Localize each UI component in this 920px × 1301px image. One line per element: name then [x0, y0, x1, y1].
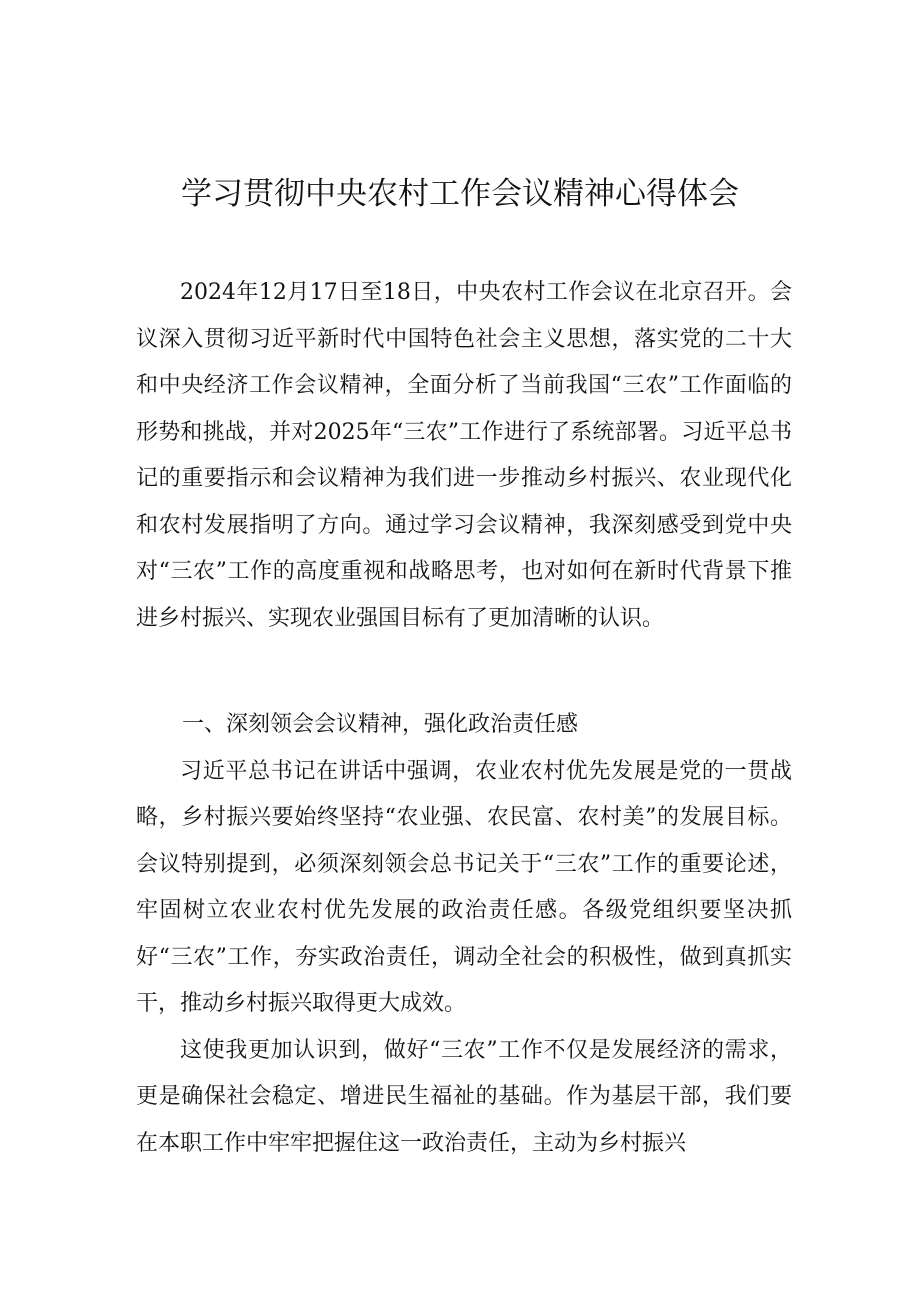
section-1-heading: 一、深刻领会会议精神，强化政治责任感: [182, 712, 579, 737]
section-1-paragraph-2: 这使我更加认识到，做好“三农”工作不仅是发展经济的需求，更是确保社会稳定、增进民生福祉的基础。作为基层干部，我们要在本职工作中牢牢把握住这一政治责任，主动为乡村振兴: [136, 1037, 792, 1156]
document-title: 学习贯彻中央农村工作会议精神心得体会: [181, 176, 739, 212]
intro-paragraph: 2024年12月17日至18日，中央农村工作会议在北京召开。会议深入贯彻习近平新时代中国特色社会主义思想，落实党的二十大和中央经济工作会议精神，全面分析了当前我国“三农”工作面临的形势和挑战，并对2025年“三农”工作进行了系统部署。习近平总书记的重要指示和会议精神为我们进一步推动乡村振兴、农业现代化和农村发展指明了方向。通过学习会议精神，我深刻感受到党中央对“三农”工作的高度重视和战略思考，也对如何在新时代背景下推进乡村振兴、实现农业强国目标有了更加清晰的认识。: [136, 280, 792, 631]
section-1: [136, 702, 792, 1167]
intro-section: [136, 270, 792, 642]
section-1-paragraph-1: 习近平总书记在讲话中强调，农业农村优先发展是党的一贯战略，乡村振兴要始终坚持“农业强、农民富、农村美”的发展目标。会议特别提到，必须深刻领会总书记关于“三农”工作的重要论述，牢固树立农业农村优先发展的政治责任感。各级党组织要坚决抓好“三农”工作，夯实政治责任，调动全社会的积极性，做到真抓实干，推动乡村振兴取得更大成效。: [136, 758, 792, 1016]
